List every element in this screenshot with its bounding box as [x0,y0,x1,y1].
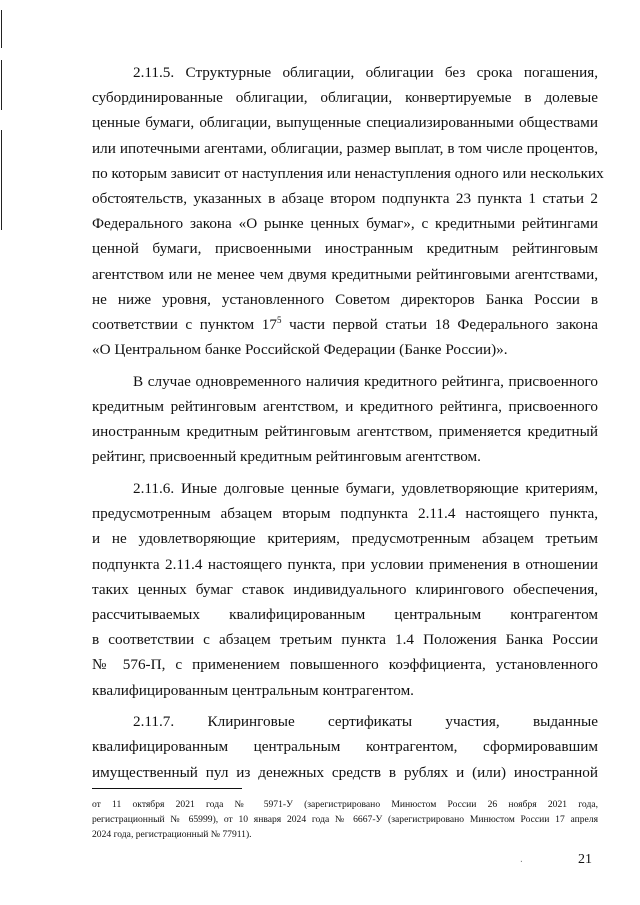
text-line: № 576-П, с применением повышенного коэффициента, установленного [92,656,598,674]
text-line: по которым зависит от наступления или ненаступления одного или нескольких [92,164,604,182]
text-line: ценной бумаги, присвоенными иностранным кредитным рейтинговым [92,240,598,258]
text-line: «О Центральном банке Российской Федерации (Банке России)». [92,341,508,359]
text-segment: соответствии с пунктом 17 [92,315,277,333]
footnote-line: регистрационный № 65999), от 10 января 2024 года № 6667-У (зарегистрировано Минюстом России 17 апреля [92,814,598,825]
footnote-separator [92,788,242,789]
text-line: таких ценных бумаг ставок индивидуального клирингового обеспечения, [92,580,598,598]
text-line: кредитным рейтинговым агентством, и кредитного рейтинга, присвоенного [92,397,598,415]
scan-mark: ˑ [520,858,523,869]
text-line: или ипотечными агентами, облигации, размер выплат, в том числе процентов, [92,139,598,157]
text-line: Федерального закона «О рынке ценных бумаг», с кредитными рейтингами [92,215,598,233]
text-line: не ниже уровня, установленного Советом директоров Банка России в [92,290,598,308]
footnote-line: 2024 года, регистрационный № 77911). [92,829,252,840]
text-line: 2.11.6. Иные долговые ценные бумаги, удовлетворяющие критериям, [133,480,598,497]
text-line: В случае одновременного наличия кредитного рейтинга, присвоенного [133,372,598,390]
text-line: рассчитываемых квалифицированным центральным контрагентом [92,605,598,623]
text-line: агентством или не менее чем двумя кредитными рейтинговыми агентствами, [92,265,598,283]
text-line: субординированные облигации, облигации, конвертируемые в долевые [92,89,598,107]
text-line: имущественный пул из денежных средств в рублях и (или) иностранной [92,763,598,781]
scan-margin-line [1,10,2,48]
paragraph-rating-note [92,369,598,470]
text-line: иностранным кредитным рейтинговым агентством, применяется кредитный [92,423,598,441]
paragraph-2-11-6 [92,476,598,703]
document-body [92,60,604,785]
text-line: рейтинг, присвоенный кредитным рейтинговым агентством. [92,448,481,466]
footnote-superscript: 5 [276,314,282,325]
text-line: 2.11.5. Структурные облигации, облигации без срока погашения, [133,64,598,81]
paragraph-2-11-5 [92,60,604,362]
footnote [92,797,598,842]
paragraph-2-11-7 [92,709,598,785]
text-line: подпункта 2.11.4 настоящего пункта, при условии применения в отношении [92,555,598,573]
text-line-with-footnote-ref [92,312,598,337]
text-line: квалифицированным центральным контрагентом. [92,681,414,699]
text-line: в соответствии с абзацем третьим пункта 1.4 Положения Банка России [92,631,598,649]
page-number: 21 [578,852,592,867]
text-line: ценные бумаги, облигации, выпущенные специализированными обществами [92,114,598,132]
footnote-line: от 11 октября 2021 года № 5971-У (зарегистрировано Минюстом России 26 ноября 2021 года, [92,799,598,810]
text-line: обстоятельств, указанных в абзаце втором подпункта 23 пункта 1 статьи 2 [92,189,598,207]
text-line: предусмотренным абзацем вторым подпункта 2.11.4 настоящего пункта, [92,505,598,523]
text-line: и не удовлетворяющие критериям, предусмотренным абзацем третьим [92,530,598,548]
text-segment: части первой статьи 18 Федерального закона [281,315,598,333]
scan-margin-line [1,130,2,230]
text-line: квалифицированным центральным контрагентом, сформировавшим [92,738,598,756]
text-line: 2.11.7. Клиринговые сертификаты участия, выданные [133,713,598,731]
scan-margin-line [1,60,2,110]
